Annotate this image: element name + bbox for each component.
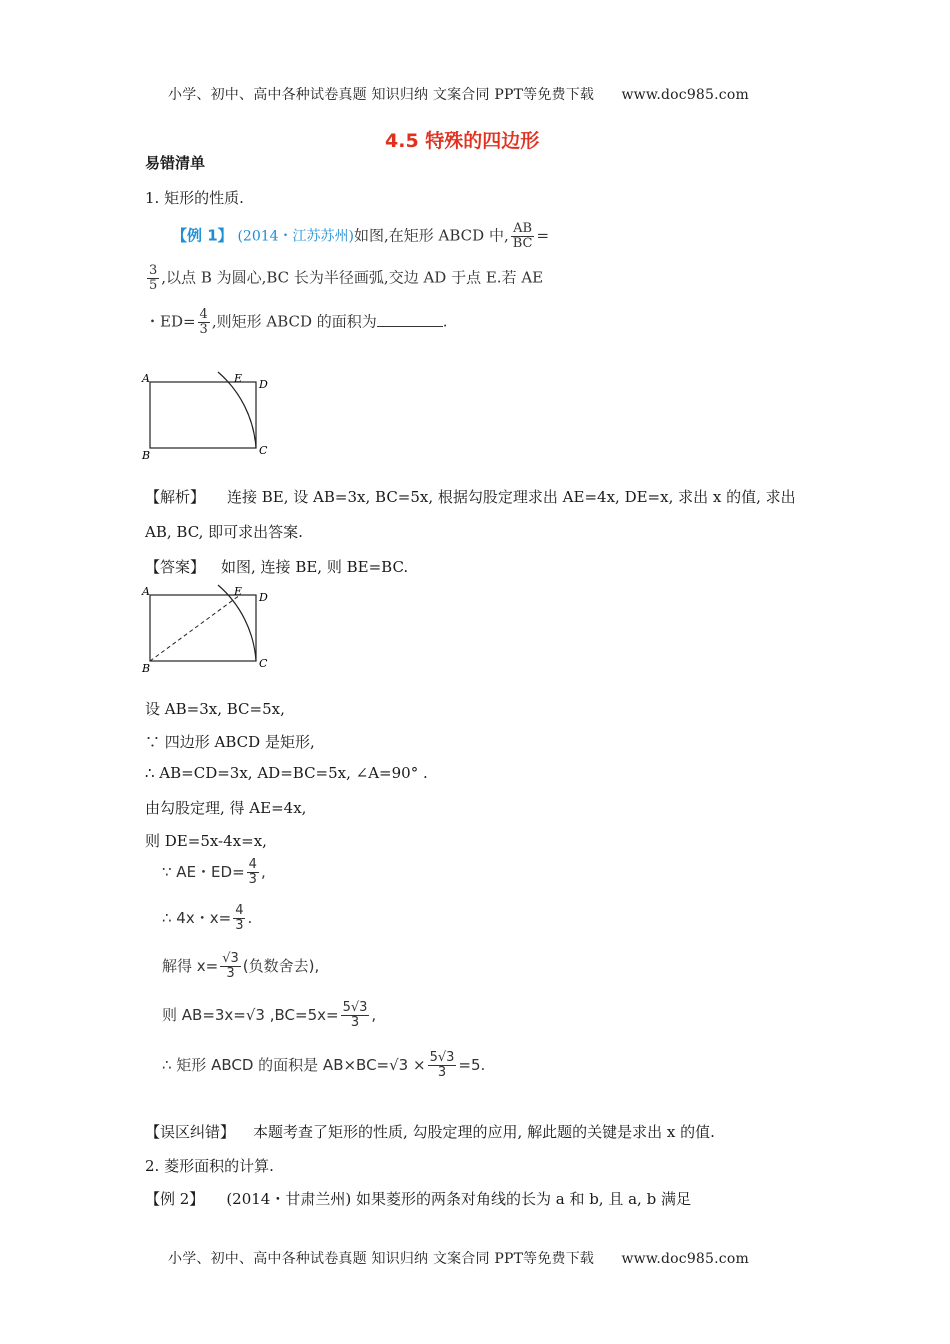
- footer-site[interactable]: www.doc985.com: [621, 1251, 749, 1267]
- step-3: 解得 x= $\frac{√3}{3}$ (负数舍去),: [162, 951, 320, 981]
- label-d: D: [259, 378, 268, 391]
- step-5-fraction: $\frac{5√3}{3}$: [429, 1050, 455, 1080]
- example-1-source: (2014・江苏苏州): [237, 228, 355, 245]
- step-2-fraction: $\frac{4}{3}$: [235, 903, 244, 933]
- rectangle-figure-2: [140, 583, 280, 678]
- solution-line-3: ∴ AB=CD=3x, AD=BC=5x, ∠A=90° .: [145, 764, 428, 782]
- rectangle-abcd: [150, 595, 256, 661]
- label-c: C: [259, 657, 268, 670]
- step-1-fraction: $\frac{4}{3}$: [248, 857, 257, 887]
- analysis-line-1: 【解析】 连接 BE, 设 AB=3x, BC=5x, 根据勾股定理求出 AE=4x, DE=x, 求出 x 的值, 求出: [145, 488, 796, 506]
- example-1-line-2: [145, 264, 543, 293]
- error-note: 【误区纠错】 本题考查了矩形的性质, 勾股定理的应用, 解此题的关键是求出 x 的值.: [145, 1123, 715, 1141]
- rectangle-abcd: [150, 382, 256, 448]
- step-4: 则 AB=3x=√3 ,BC=5x= $\frac{5√3}{3}$ ,: [162, 1000, 377, 1030]
- answer-line: 【答案】 如图, 连接 BE, 则 BE=BC.: [145, 558, 409, 576]
- fraction-4-3: $\frac{4}{3}$: [199, 307, 208, 337]
- solution-line-4: 由勾股定理, 得 AE=4x,: [145, 799, 307, 817]
- page-header: [168, 84, 749, 104]
- page-title: 4.5 特殊的四边形: [385, 130, 540, 152]
- solution-line-1: 设 AB=3x, BC=5x,: [145, 700, 285, 718]
- fraction-ab-bc: $\frac{AB}{BC}$: [512, 221, 533, 251]
- label-d: D: [259, 591, 268, 604]
- label-c: C: [259, 444, 268, 457]
- example-1-text-2: ,以点 B 为圆心,BC 长为半径画弧,交边 AD 于点 E.若 AE: [161, 268, 544, 287]
- solution-line-2: ∵ 四边形 ABCD 是矩形,: [145, 733, 315, 751]
- rectangle-figure-1: [140, 370, 280, 465]
- solution-line-5: 则 DE=5x-4x=x,: [145, 832, 267, 850]
- analysis-line-2: AB, BC, 即可求出答案.: [145, 523, 303, 541]
- example-2-label: 【例 2】: [145, 1190, 205, 1208]
- example-1-tag: 【例 1】: [172, 226, 233, 245]
- label-a: A: [142, 585, 150, 598]
- header-text: 小学、初中、高中各种试卷真题 知识归纳 文案合同 PPT等免费下载: [168, 87, 595, 103]
- step-5: ∴ 矩形 ABCD 的面积是 AB×BC=√3 × $\frac{5√3}{3}$ =5.: [162, 1050, 486, 1080]
- label-e: E: [234, 585, 243, 598]
- example-1-line-3: ・ED= $\frac{4}{3}$ ,则矩形 ABCD 的面积为 .: [145, 307, 448, 337]
- step-3-fraction: $\frac{√3}{3}$: [222, 951, 239, 981]
- example-2-line: 【例 2】 (2014・甘肃兰州) 如果菱形的两条对角线的长为 a 和 b, 且 a, b 满足: [145, 1190, 691, 1208]
- label-b: B: [142, 449, 151, 462]
- section-heading: 易错清单: [145, 154, 206, 172]
- fraction-3-5: $\frac{3}{5}$: [149, 263, 158, 293]
- answer-blank: [377, 312, 443, 327]
- step-2: ∴ 4x・x= $\frac{4}{3}$ .: [162, 903, 253, 933]
- item-2-heading: 2. 菱形面积的计算.: [145, 1157, 274, 1175]
- header-site[interactable]: www.doc985.com: [621, 87, 749, 103]
- step-1: ∵ AE・ED= $\frac{4}{3}$ ,: [162, 857, 266, 887]
- label-a: A: [142, 372, 150, 385]
- analysis-label: 【解析】: [145, 488, 206, 506]
- error-note-label: 【误区纠错】: [145, 1123, 236, 1141]
- label-e: E: [234, 372, 243, 385]
- step-4-fraction: $\frac{5√3}{3}$: [342, 1000, 368, 1030]
- label-b: B: [142, 662, 151, 675]
- answer-label: 【答案】: [145, 558, 206, 576]
- page-footer: [168, 1248, 749, 1268]
- dashed-line-be: [150, 595, 240, 661]
- footer-text: 小学、初中、高中各种试卷真题 知识归纳 文案合同 PPT等免费下载: [168, 1251, 595, 1267]
- item-1-heading: 1. 矩形的性质.: [145, 189, 244, 207]
- example-1-line-1: 【例 1】 (2014・江苏苏州)如图,在矩形 ABCD 中, $\frac{AB}{BC}$ =: [172, 221, 550, 251]
- example-1-text-1: 如图,在矩形 ABCD 中,: [354, 226, 509, 245]
